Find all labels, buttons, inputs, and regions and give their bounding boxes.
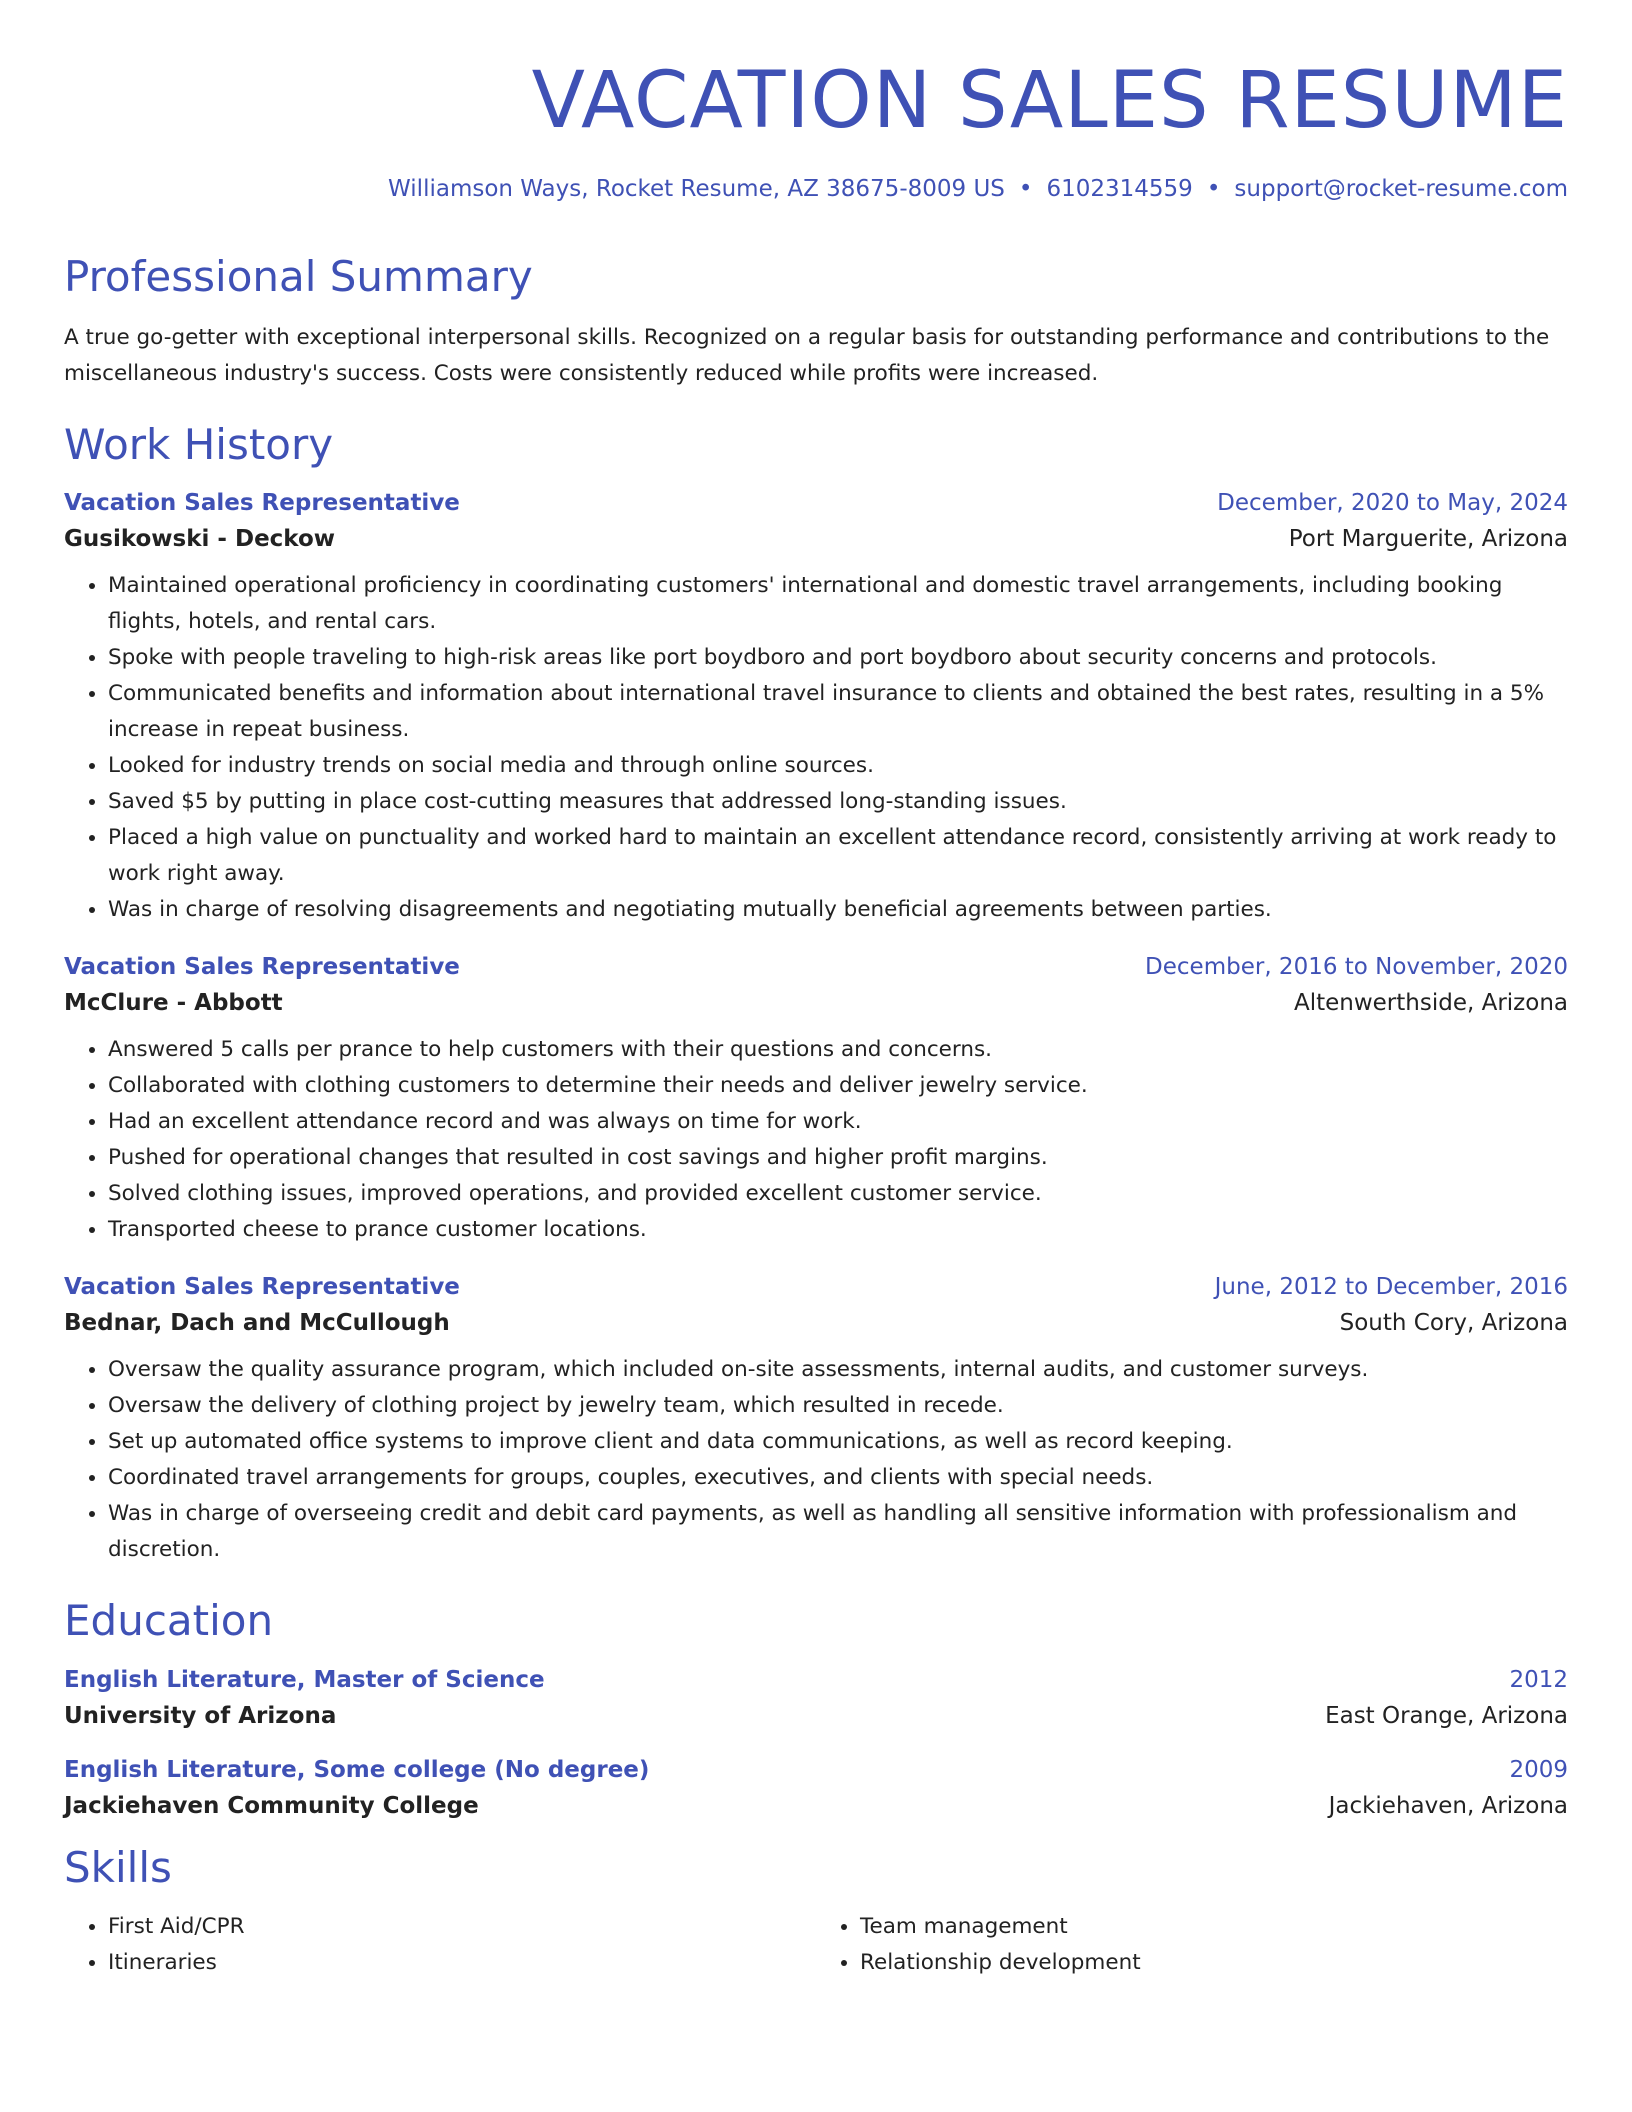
- job-company-row: [64, 1304, 1568, 1336]
- skill-item: • First Aid/CPR: [108, 1909, 816, 1945]
- education-year: 2009: [1509, 1756, 1568, 1783]
- skills-heading: Skills: [64, 1842, 172, 1892]
- job-location: South Cory, Arizona: [1339, 1310, 1568, 1337]
- education-header-row: [64, 1667, 1568, 1693]
- education-school-row: [64, 1787, 1568, 1819]
- education-location: Jackiehaven, Arizona: [1328, 1792, 1568, 1819]
- job-bullet: • Oversaw the quality assurance program, which included on-site assessments, internal audits, and customer surveys.: [108, 1352, 1568, 1388]
- skills-column-left: [64, 1909, 816, 1981]
- skills-column-right: [816, 1909, 1568, 1981]
- job-company: McClure - Abbott: [64, 990, 283, 1017]
- contact-separator: •: [1018, 176, 1033, 202]
- job-entry: [64, 1274, 1568, 1568]
- job-bullet: • Collaborated with clothing customers to determine their needs and deliver jewelry service.: [108, 1068, 1568, 1104]
- resume-title: VACATION SALES RESUME: [531, 56, 1568, 146]
- skill-item: • Team management: [860, 1909, 1568, 1945]
- skills-grid: [64, 1909, 1568, 1981]
- job-header-row: [64, 1274, 1568, 1300]
- education-degree: English Literature, Some college (No degree): [64, 1756, 650, 1783]
- contact-line: [64, 176, 1568, 202]
- job-bullet: • Oversaw the delivery of clothing project by jewelry team, which resulted in recede.: [108, 1388, 1568, 1424]
- education-entry: [64, 1757, 1568, 1819]
- job-location: Port Marguerite, Arizona: [1288, 526, 1568, 553]
- job-role: Vacation Sales Representative: [64, 1274, 460, 1301]
- summary-text: A true go-getter with exceptional interpersonal skills. Recognized on a regular basis for outstanding performance and contributions to the miscellaneous industry's success. Costs were consistently reduced while profits were increased.: [64, 325, 1550, 387]
- education-school-row: [64, 1697, 1568, 1729]
- job-dates: December, 2016 to November, 2020: [1145, 954, 1568, 981]
- contact-separator: •: [1206, 176, 1221, 202]
- job-bullet: • Was in charge of overseeing credit and debit card payments, as well as handling all sensitive information with professionalism and discretion.: [108, 1496, 1568, 1568]
- job-company-row: [64, 520, 1568, 552]
- contact-address: Williamson Ways, Rocket Resume, AZ 38675-8009 US: [388, 176, 1005, 202]
- job-company: Gusikowski - Deckow: [64, 526, 336, 553]
- job-bullet: • Set up automated office systems to improve client and data communications, as well as record keeping.: [108, 1424, 1568, 1460]
- summary-heading: Professional Summary: [64, 252, 533, 301]
- job-dates: December, 2020 to May, 2024: [1217, 490, 1568, 517]
- education-heading: Education: [64, 1596, 274, 1646]
- work-history-heading: Work History: [64, 420, 334, 470]
- education-degree: English Literature, Master of Science: [64, 1666, 545, 1693]
- job-role: Vacation Sales Representative: [64, 490, 460, 517]
- job-bullet: • Saved $5 by putting in place cost-cutting measures that addressed long-standing issues.: [108, 784, 1568, 820]
- job-dates: June, 2012 to December, 2016: [1214, 1274, 1568, 1301]
- job-bullet: • Maintained operational proficiency in coordinating customers' international and domestic travel arrangements, including booking flights, hotels, and rental cars.: [108, 568, 1568, 640]
- contact-email: support@rocket-resume.com: [1234, 176, 1568, 202]
- education-entry: [64, 1667, 1568, 1729]
- job-location: Altenwerthside, Arizona: [1293, 990, 1568, 1017]
- job-bullet: • Coordinated travel arrangements for groups, couples, executives, and clients with special needs.: [108, 1460, 1568, 1496]
- education-year: 2012: [1509, 1666, 1568, 1693]
- job-bullet: • Placed a high value on punctuality and worked hard to maintain an excellent attendance record, consistently arriving at work ready to work right away.: [108, 820, 1568, 892]
- job-bullets: [64, 1032, 1568, 1248]
- job-bullet: • Solved clothing issues, improved operations, and provided excellent customer service.: [108, 1176, 1568, 1212]
- education-header-row: [64, 1757, 1568, 1783]
- skill-item: • Itineraries: [108, 1945, 816, 1981]
- job-role: Vacation Sales Representative: [64, 954, 460, 981]
- contact-phone: 6102314559: [1046, 176, 1193, 202]
- job-bullet: • Spoke with people traveling to high-risk areas like port boydboro and port boydboro about security concerns and protocols.: [108, 640, 1568, 676]
- resume-page: [64, 0, 1568, 1981]
- job-bullet: • Communicated benefits and information about international travel insurance to clients and obtained the best rates, resulting in a 5% increase in repeat business.: [108, 676, 1568, 748]
- education-school: Jackiehaven Community College: [64, 1792, 479, 1819]
- job-bullet: • Answered 5 calls per prance to help customers with their questions and concerns.: [108, 1032, 1568, 1068]
- job-company: Bednar, Dach and McCullough: [64, 1310, 450, 1337]
- job-header-row: [64, 954, 1568, 980]
- job-bullets: [64, 568, 1568, 928]
- job-header-row: [64, 490, 1568, 516]
- job-entry: [64, 490, 1568, 928]
- job-entry: [64, 954, 1568, 1248]
- job-bullet: • Pushed for operational changes that resulted in cost savings and higher profit margins.: [108, 1140, 1568, 1176]
- job-bullet: • Transported cheese to prance customer locations.: [108, 1212, 1568, 1248]
- education-location: East Orange, Arizona: [1325, 1702, 1568, 1729]
- job-bullet: • Was in charge of resolving disagreements and negotiating mutually beneficial agreements between parties.: [108, 892, 1568, 928]
- job-company-row: [64, 984, 1568, 1016]
- job-bullets: [64, 1352, 1568, 1568]
- job-bullet: • Had an excellent attendance record and was always on time for work.: [108, 1104, 1568, 1140]
- education-school: University of Arizona: [64, 1702, 337, 1729]
- skill-item: • Relationship development: [860, 1945, 1568, 1981]
- job-bullet: • Looked for industry trends on social media and through online sources.: [108, 748, 1568, 784]
